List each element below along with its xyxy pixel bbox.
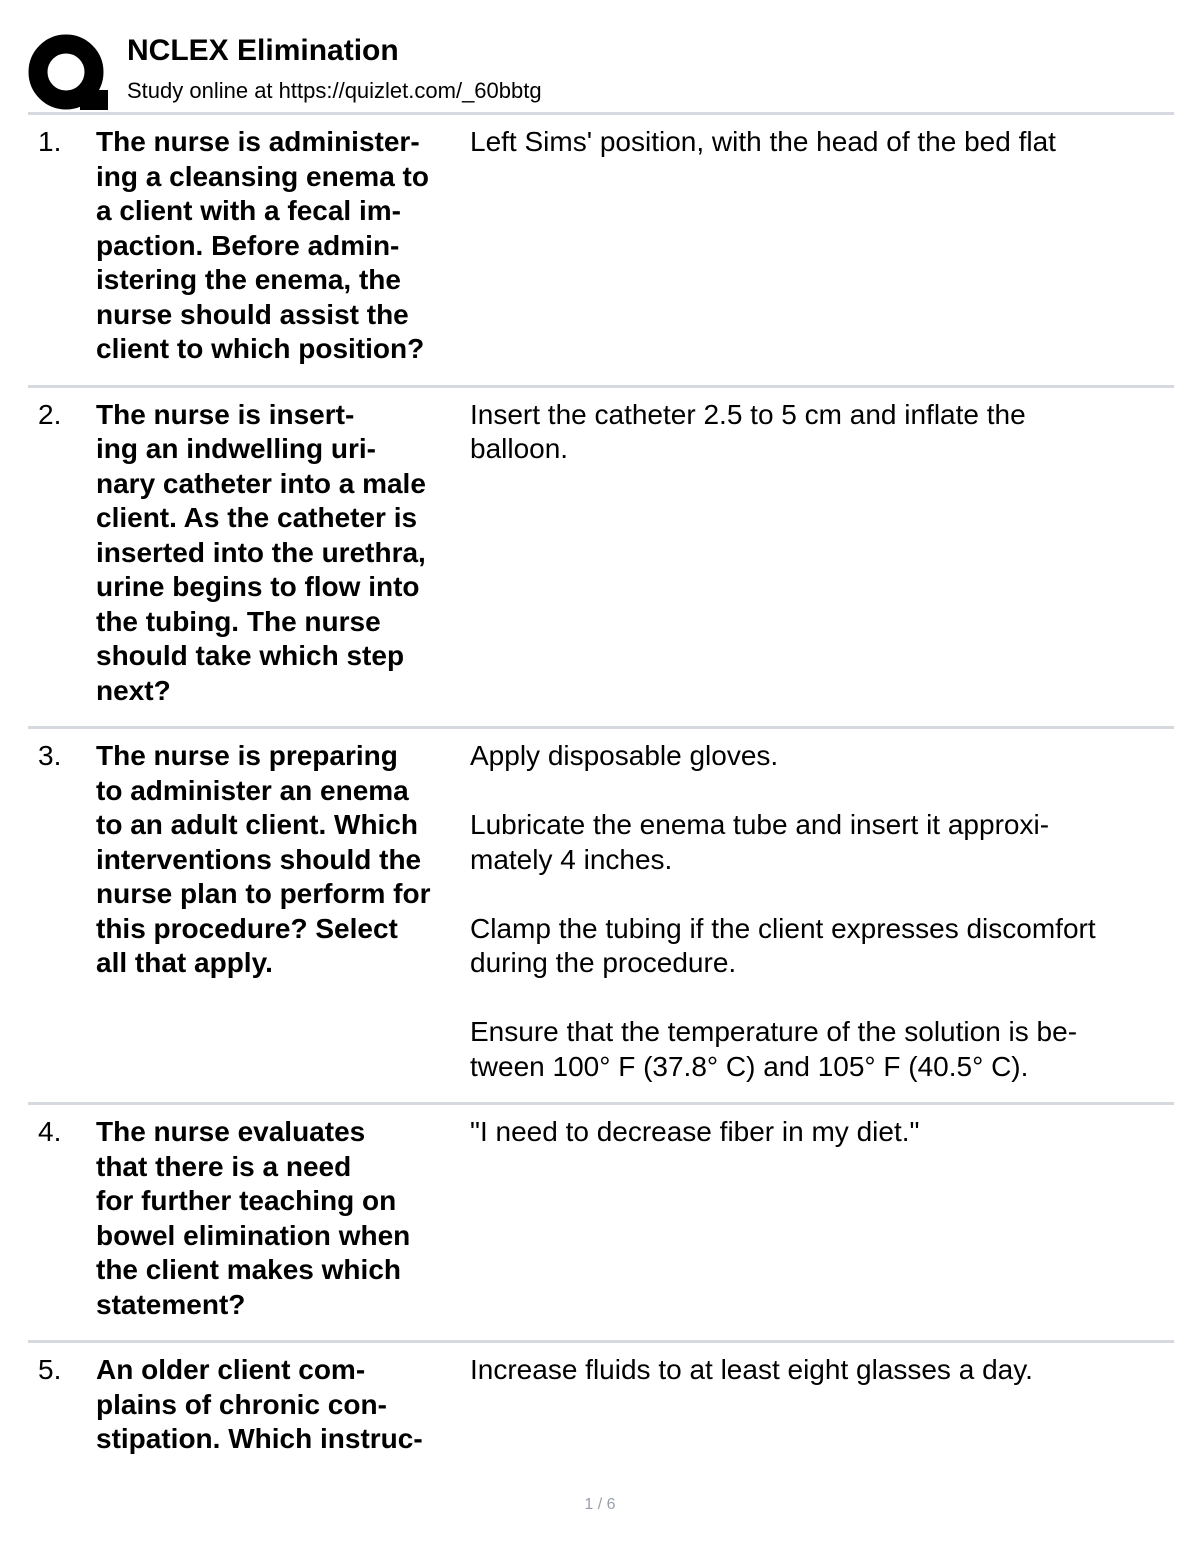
card-definition: Insert the catheter 2.5 to 5 cm and inflate the balloon. xyxy=(470,398,1026,464)
page-header xyxy=(28,28,1174,114)
card-term: The nurse is administer- ing a cleansing enema to a client with a fecal im- paction. Before admin- istering the enema, the nurse should assist the client to which position? xyxy=(96,126,429,364)
study-online-link[interactable]: Study online at https://quizlet.com/_60bbtg xyxy=(127,78,542,103)
set-title: NCLEX Elimination xyxy=(127,34,399,67)
card-number: 1. xyxy=(38,126,62,157)
card-number: 4. xyxy=(38,1116,62,1147)
card-term: The nurse evaluates that there is a need for further teaching on bowel elimination when the client makes which statement? xyxy=(96,1116,411,1320)
card-number: 5. xyxy=(38,1354,62,1385)
card-definition: "I need to decrease fiber in my diet." xyxy=(470,1116,920,1147)
card-definition: Apply disposable gloves. Lubricate the enema tube and insert it approxi- mately 4 inches. Clamp the tubing if the client expresses discomfort during the procedure. Ensure that the temperature of the solution is be- tween 100° F (37.8° C) and 105° F (40.5° C). xyxy=(470,740,1096,1082)
flashcard-row xyxy=(28,729,1174,1105)
card-definition: Left Sims' position, with the head of the bed flat xyxy=(470,126,1056,157)
card-term: The nurse is preparing to administer an enema to an adult client. Which interventions should the nurse plan to perform for this procedure? Select all that apply. xyxy=(96,740,431,978)
flashcard-row xyxy=(28,1105,1174,1343)
flashcard-row xyxy=(28,1343,1174,1475)
card-number: 3. xyxy=(38,740,62,771)
card-term: The nurse is insert- ing an indwelling uri- nary catheter into a male client. As the catheter is inserted into the urethra, urine begins to flow into the tubing. The nurse should take which step next? xyxy=(96,398,426,706)
flashcard-list xyxy=(28,115,1174,1475)
flashcard-row xyxy=(28,115,1174,388)
card-term: An older client com- plains of chronic con- stipation. Which instruc- xyxy=(96,1354,423,1454)
flashcard-row xyxy=(28,388,1174,730)
card-number: 2. xyxy=(38,398,62,430)
card-definition: Increase fluids to at least eight glasses a day. xyxy=(470,1354,1033,1385)
quizlet-q-logo-icon xyxy=(28,32,110,114)
page-number: 1 / 6 xyxy=(584,1496,616,1513)
